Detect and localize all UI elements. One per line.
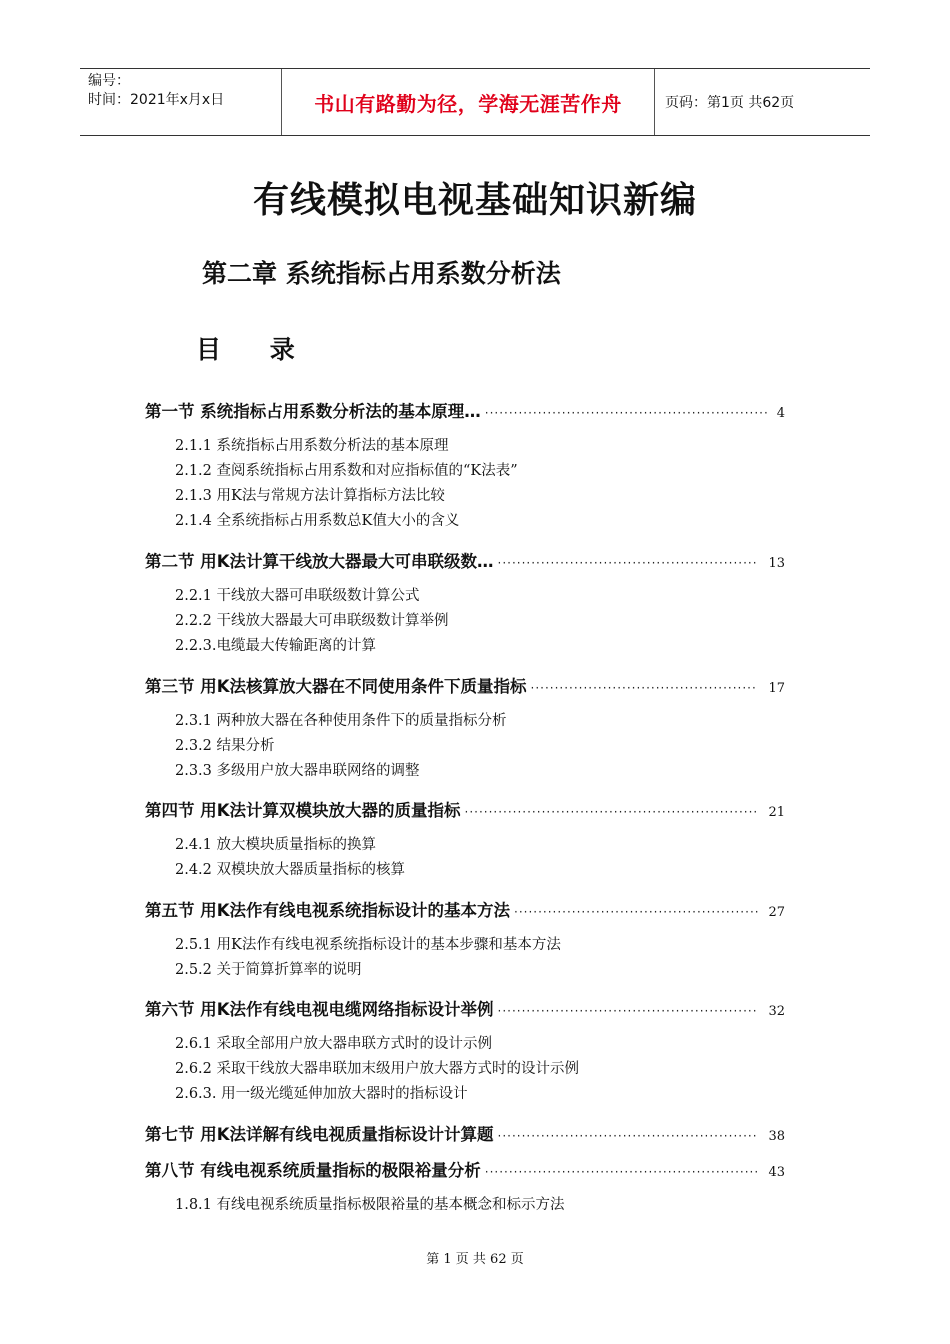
page-footer: 第 1 页 共 62 页: [426, 1252, 524, 1267]
toc-subsection[interactable]: 2.3.1 两种放大器在各种使用条件下的质量指标分析: [175, 713, 507, 729]
toc-section-8[interactable]: [145, 1157, 785, 1181]
toc-subsection[interactable]: 2.3.2 结果分析: [175, 738, 275, 754]
toc-subsection[interactable]: 2.1.3 用K法与常规方法计算指标方法比较: [175, 488, 445, 504]
toc-subsection[interactable]: 2.6.1 采取全部用户放大器串联方式时的设计示例: [175, 1036, 493, 1052]
toc-section-label: 第一节 系统指标占用系数分析法的基本原理…: [145, 402, 481, 421]
toc-section-6[interactable]: [145, 996, 785, 1020]
toc-section-1[interactable]: [145, 398, 785, 422]
toc-subsection[interactable]: 2.1.1 系统指标占用系数分析法的基本原理: [175, 438, 449, 454]
toc-subsection[interactable]: 2.4.2 双模块放大器质量指标的核算: [175, 862, 406, 878]
toc-section-2[interactable]: [145, 548, 785, 572]
toc-subsection[interactable]: 2.2.2 干线放大器最大可串联级数计算举例: [175, 613, 449, 629]
toc-subsection[interactable]: 2.4.1 放大模块质量指标的换算: [175, 837, 377, 853]
toc-section-page: 27: [768, 905, 785, 920]
toc-subsection[interactable]: 2.2.3.电缆最大传输距离的计算: [175, 638, 377, 654]
toc-section-7[interactable]: [145, 1121, 785, 1145]
toc-subsection[interactable]: 2.1.2 查阅系统指标占用系数和对应指标值的“K法表”: [175, 463, 518, 479]
header-motto: 书山有路勤为径，学海无涯苦作舟: [282, 69, 655, 135]
toc-leader-dots: [465, 805, 759, 819]
toc-section-page: 32: [768, 1004, 785, 1019]
document-title: 有线模拟电视基础知识新编: [252, 180, 697, 221]
toc-section-page: 13: [768, 556, 785, 571]
toc-subsection[interactable]: 2.2.1 干线放大器可串联级数计算公式: [175, 588, 420, 604]
toc-section-label: 第三节 用K法核算放大器在不同使用条件下质量指标: [145, 677, 527, 696]
toc-leader-dots: [485, 1165, 759, 1179]
toc-section-label: 第五节 用K法作有线电视系统指标设计的基本方法: [145, 901, 511, 920]
chapter-title: 第二章 系统指标占用系数分析法: [202, 259, 561, 288]
toc-subsection[interactable]: 2.5.1 用K法作有线电视系统指标设计的基本步骤和基本方法: [175, 937, 561, 953]
toc-subsection[interactable]: 2.6.2 采取干线放大器串联加末级用户放大器方式时的设计示例: [175, 1061, 580, 1077]
toc-section-page: 4: [776, 406, 785, 421]
toc-section-label: 第七节 用K法详解有线电视质量指标设计计算题: [145, 1125, 494, 1144]
toc-subsection[interactable]: 2.5.2 关于简算折算率的说明: [175, 962, 362, 978]
toc-subsection[interactable]: 1.8.1 有线电视系统质量指标极限裕量的基本概念和标示方法: [175, 1197, 565, 1213]
toc-section-page: 21: [768, 805, 785, 820]
toc-section-page: 43: [768, 1165, 785, 1180]
toc-leader-dots: [498, 1004, 759, 1018]
header-time-label: 时间：2021年x月x日: [88, 92, 225, 108]
page-header: [80, 68, 870, 136]
toc-leader-dots: [498, 1129, 759, 1143]
toc-section-label: 第八节 有线电视系统质量指标的极限裕量分析: [145, 1161, 481, 1180]
toc-section-5[interactable]: [145, 897, 785, 921]
toc-leader-dots: [531, 681, 759, 695]
toc-section-label: 第二节 用K法计算干线放大器最大可串联级数…: [145, 552, 494, 571]
toc-subsection[interactable]: 2.6.3. 用一级光缆延伸加放大器时的指标设计: [175, 1086, 468, 1102]
header-page-info: 页码：第1页 共62页: [665, 95, 795, 111]
toc-section-3[interactable]: [145, 673, 785, 697]
toc-section-page: 17: [768, 681, 785, 696]
header-meta: [80, 69, 282, 135]
toc-leader-dots: [498, 556, 759, 570]
toc-heading: 目 录: [196, 335, 295, 364]
header-number-label: 编号：: [88, 73, 130, 89]
toc-section-4[interactable]: [145, 797, 785, 821]
toc-subsection[interactable]: 2.1.4 全系统指标占用系数总K值大小的含义: [175, 513, 460, 529]
toc-section-label: 第四节 用K法计算双模块放大器的质量指标: [145, 801, 461, 820]
toc-subsection[interactable]: 2.3.3 多级用户放大器串联网络的调整: [175, 763, 420, 779]
toc-leader-dots: [514, 905, 758, 919]
toc-section-label: 第六节 用K法作有线电视电缆网络指标设计举例: [145, 1000, 494, 1019]
toc-section-page: 38: [768, 1129, 785, 1144]
toc-leader-dots: [485, 406, 767, 420]
